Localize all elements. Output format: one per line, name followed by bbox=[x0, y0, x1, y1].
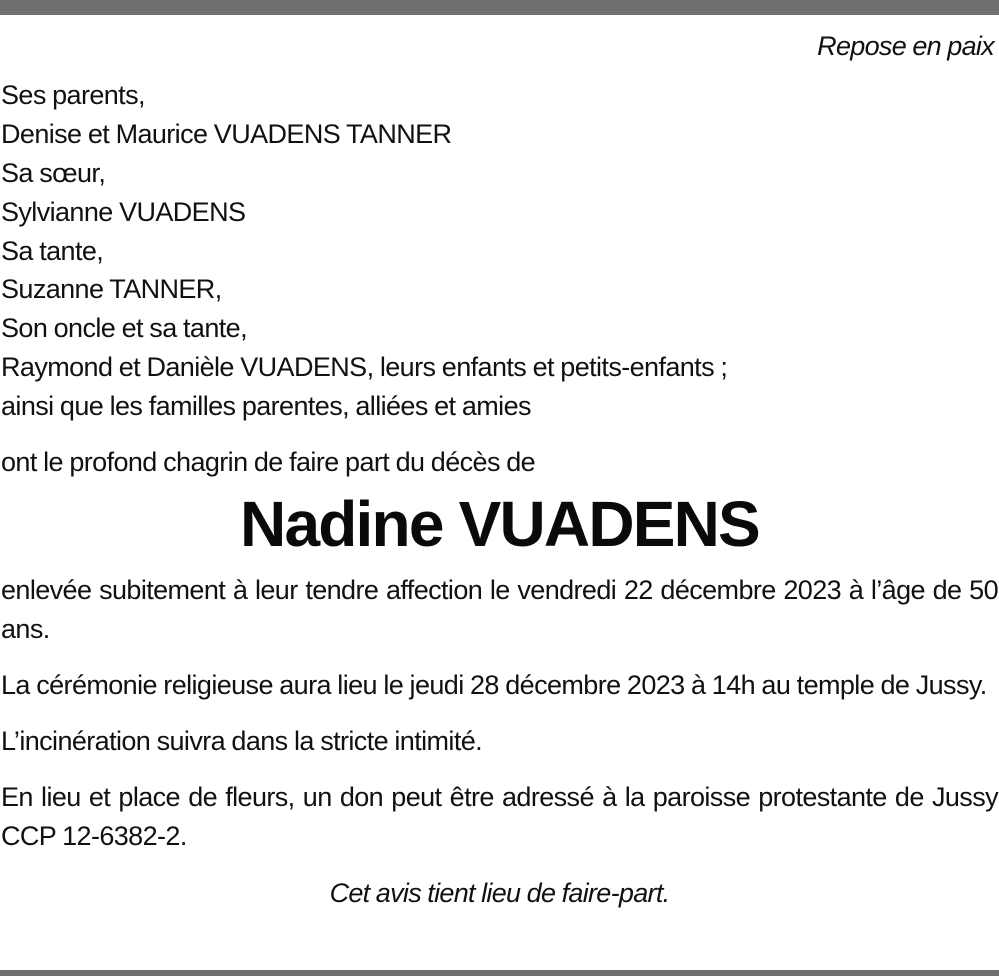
family-line: Suzanne TANNER, bbox=[1, 274, 222, 305]
announcement: ont le profond chagrin de faire part du décès de bbox=[1, 447, 536, 478]
deceased-name: Nadine VUADENS bbox=[240, 488, 759, 561]
family-line: Sylvianne VUADENS bbox=[1, 196, 246, 227]
family-line: ainsi que les familles parentes, alliées et amies bbox=[1, 391, 531, 422]
family-line: Ses parents, bbox=[1, 80, 145, 110]
death-paragraph: enlevée subitement à leur tendre affection le vendredi 22 décembre 2023 à l’âge de 50 ans. bbox=[1, 575, 998, 645]
family-line: Raymond et Danièle VUADENS, leurs enfants et petits-enfants ; bbox=[1, 352, 728, 383]
obituary-notice bbox=[1, 27, 998, 912]
family-line: Sa sœur, bbox=[1, 157, 106, 188]
donation-paragraph: En lieu et place de fleurs, un don peut être adressé à la paroisse protestante de Jussy CCP 12-6382-2. bbox=[1, 782, 998, 852]
ceremony-paragraph: La cérémonie religieuse aura lieu le jeudi 28 décembre 2023 à 14h au temple de Jussy. bbox=[1, 670, 987, 701]
family-list bbox=[1, 76, 998, 426]
top-rule bbox=[0, 0, 999, 15]
cremation-paragraph: L’incinération suivra dans la stricte intimité. bbox=[1, 726, 483, 757]
closing-note: Cet avis tient lieu de faire-part. bbox=[329, 878, 670, 909]
family-line: Sa tante, bbox=[1, 235, 104, 266]
family-line: Son oncle et sa tante, bbox=[1, 313, 247, 344]
epigraph: Repose en paix bbox=[817, 31, 994, 61]
bottom-rule bbox=[0, 970, 999, 976]
family-line: Denise et Maurice VUADENS TANNER bbox=[1, 118, 452, 149]
